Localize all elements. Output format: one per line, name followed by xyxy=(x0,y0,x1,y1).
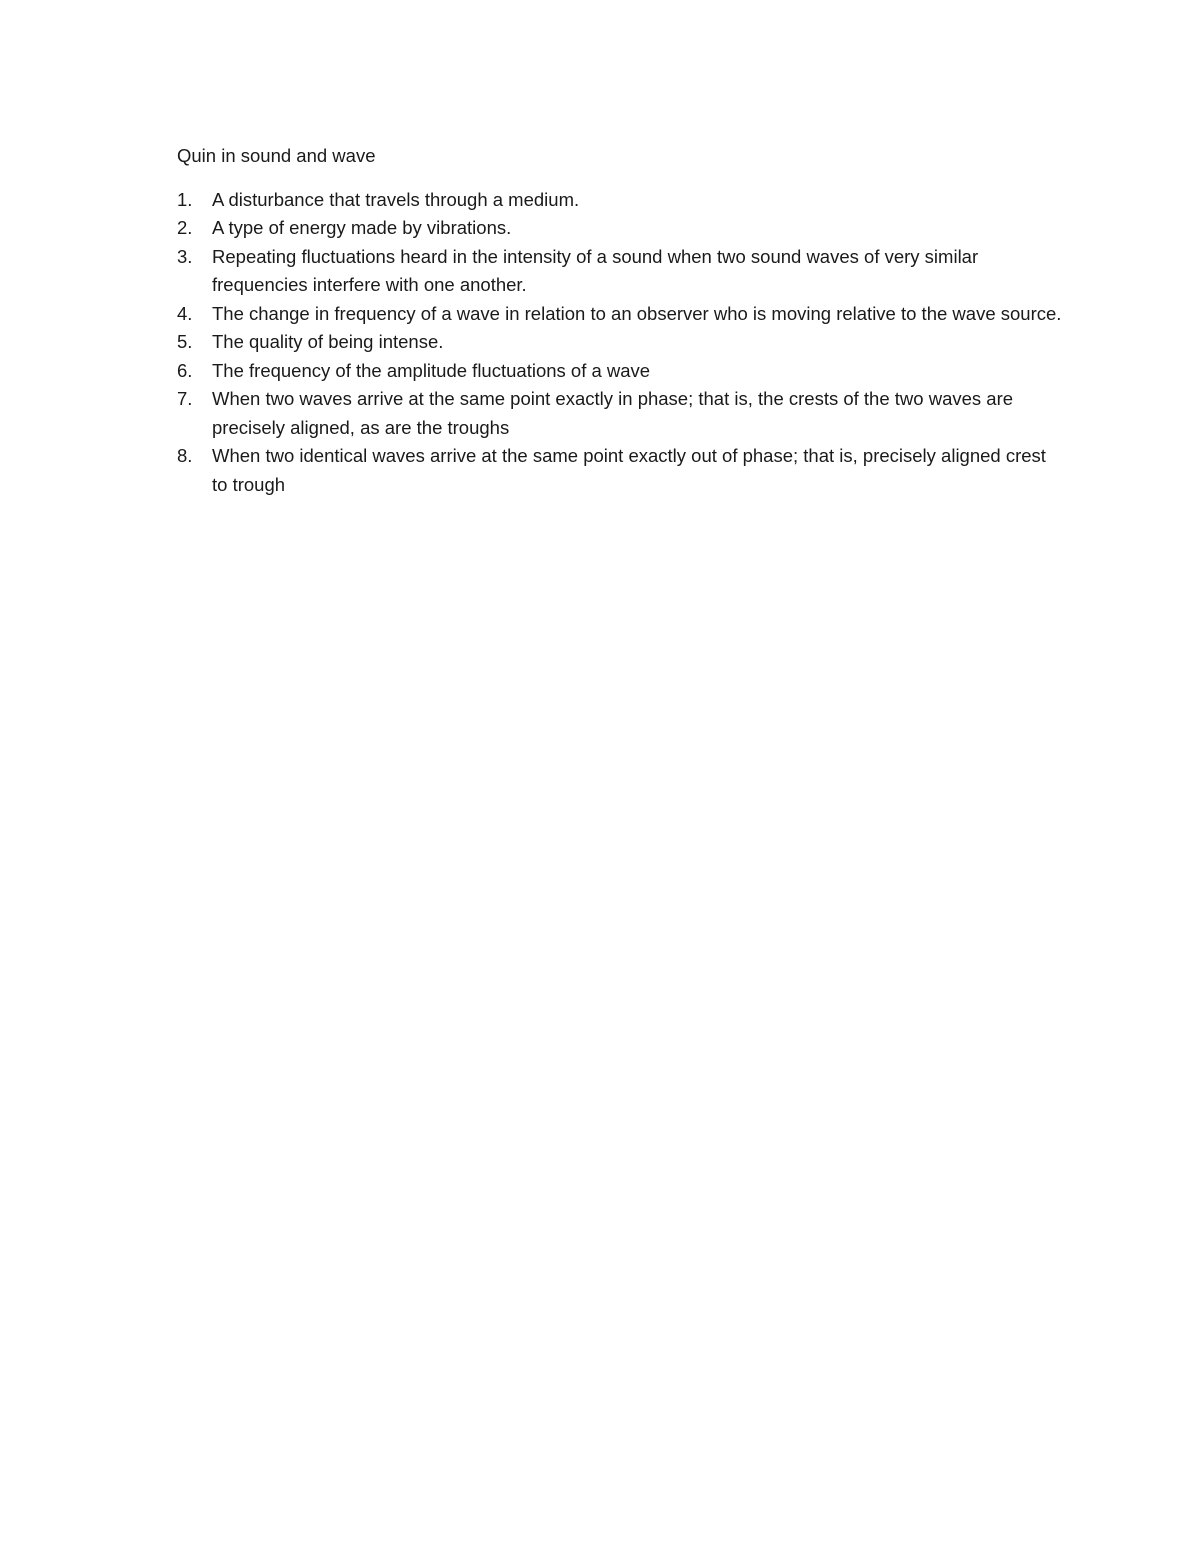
document-title: Quin in sound and wave xyxy=(177,145,376,166)
item-number: 6. xyxy=(177,359,193,381)
item-text: A disturbance that travels through a medium. xyxy=(212,188,580,210)
item-text: Repeating fluctuations heard in the intensity of a sound when two sound waves of very similar frequencies interfere with one another. xyxy=(212,245,979,295)
item-text: The frequency of the amplitude fluctuations of a wave xyxy=(212,359,651,381)
item-text: When two waves arrive at the same point exactly in phase; that is, the crests of the two waves are precisely aligned, as are the troughs xyxy=(212,388,1014,438)
list-item xyxy=(177,186,1062,215)
item-text: A type of energy made by vibrations. xyxy=(212,217,512,238)
item-text: The change in frequency of a wave in relation to an observer who is moving relative to the wave source. xyxy=(212,302,1062,324)
list-item xyxy=(177,357,1062,386)
question-list xyxy=(177,186,1062,500)
item-number: 1. xyxy=(177,188,193,210)
list-item xyxy=(177,214,1062,243)
item-number: 7. xyxy=(177,388,193,409)
document-body xyxy=(177,142,1062,499)
list-item xyxy=(177,300,1062,329)
item-text: When two identical waves arrive at the same point exactly out of phase; that is, precisely aligned crest to trough xyxy=(212,445,1046,495)
list-item xyxy=(177,243,1062,300)
list-item xyxy=(177,328,1062,357)
list-item xyxy=(177,385,1062,442)
item-number: 5. xyxy=(177,331,193,352)
item-text: The quality of being intense. xyxy=(212,331,444,352)
item-number: 8. xyxy=(177,445,193,466)
item-number: 3. xyxy=(177,245,193,267)
item-number: 2. xyxy=(177,217,193,238)
item-number: 4. xyxy=(177,302,193,324)
list-item xyxy=(177,442,1062,499)
